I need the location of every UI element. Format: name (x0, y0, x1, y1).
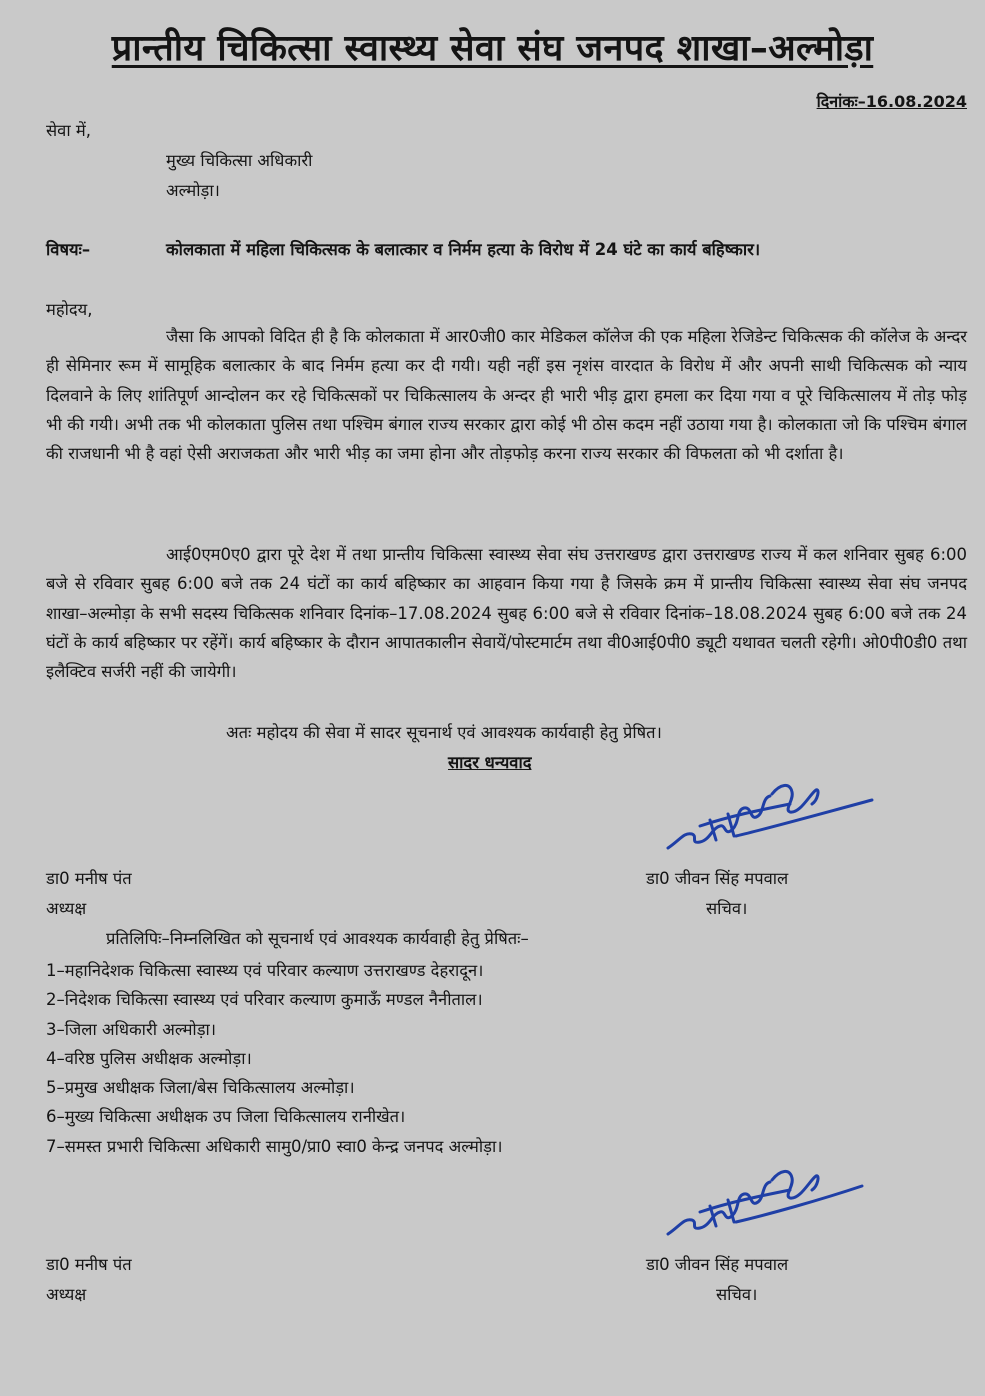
letter-date: दिनांकः–16.08.2024 (816, 92, 967, 111)
right-sign-title: सचिव। (706, 899, 748, 918)
recipient-line2: अल्मोड़ा। (166, 181, 220, 200)
left-sign-title-2: अध्यक्ष (46, 1285, 87, 1304)
signature-1 (640, 770, 880, 870)
signature-2 (640, 1156, 880, 1256)
to-label: सेवा में, (46, 121, 91, 140)
cc-list (46, 956, 502, 1161)
org-title: प्रान्तीय चिकित्सा स्वास्थ्य सेवा संघ जनपद शाखा–अल्मोड़ा (111, 28, 874, 69)
para1-text: जैसा कि आपको विदित ही है कि कोलकाता में आर0जी0 कार मेडिकल कॉलेज की एक महिला रेजिडेन्ट चिकित्सक की कॉलेज के अन्दर ही सेमिनार रूम में सामूहिक बलात्कार के बाद निर्मम हत्या कर दी गयी। यही नहीं इस नृशंस वारदात के विरोध में और अपनी साथी चिकित्सक को न्याय दिलवाने के लिए शांतिपूर्ण आन्दोलन कर रहे चिकित्सकों पर चिकित्सालय के अन्दर ही भारी भीड़ द्वारा हमला कर दिया गया व पूरे चिकित्सालय में तोड़ फोड़ भी की गयी। अभी तक भी कोलकाता पुलिस तथा पश्चिम बंगाल राज्य सरकार द्वारा कोई भी ठोस कदम नहीं उठाया गया है। कोलकाता जो कि पश्चिम बंगाल की राजधानी भी है वहां ऐसी अराजकता और भारी भीड़ का जमा होना और तोड़फोड़ करना राज्य सरकार की विफलता को भी दर्शाता है। (46, 327, 967, 464)
salutation: महोदय, (46, 300, 93, 319)
para2-text: आई0एम0ए0 द्वारा पूरे देश में तथा प्रान्तीय चिकित्सा स्वास्थ्य सेवा संघ उत्तराखण्ड द्वारा उत्तराखण्ड राज्य में कल शनिवार सुबह 6:00 बजे से रविवार सुबह 6:00 बजे तक 24 घंटों का कार्य बहिष्कार का आहवान किया गया है जिसके क्रम में प्रान्तीय चिकित्सा स्वास्थ्य सेवा संघ जनपद शाखा–अल्मोड़ा के सभी सदस्य चिकित्सक शनिवार दिनांक–17.08.2024 सुबह 6:00 बजे से रविवार दिनांक–18.08.2024 सुबह 6:00 बजे तक 24 घंटों के कार्य बहिष्कार पर रहेंगें। कार्य बहिष्कार के दौरान आपातकालीन सेवायें/पोस्टमार्टम तथा वी0आई0पी0 ड्यूटी यथावत चलती रहेगी। ओ0पी0डी0 तथा इलैक्टिव सर्जरी नहीं की जायेगी। (46, 545, 967, 682)
right-sign-title-2: सचिव। (716, 1285, 758, 1304)
thanks-text: सादर धन्यवाद (448, 753, 532, 772)
left-sign-name: डा0 मनीष पंत (46, 869, 132, 888)
cc-item: 7–समस्त प्रभारी चिकित्सा अधिकारी सामु0/प्रा0 स्वा0 केन्द्र जनपद अल्मोड़ा। (46, 1136, 503, 1156)
cc-item: 5–प्रमुख अधीक्षक जिला/बेस चिकित्सालय अल्मोड़ा। (46, 1078, 355, 1098)
cc-item: 6–मुख्य चिकित्सा अधीक्षक उप जिला चिकित्सालय रानीखेत। (46, 1107, 406, 1127)
subject-label: विषयः– (46, 240, 91, 259)
left-sign-name-2: डा0 मनीष पंत (46, 1255, 132, 1274)
subject-text: कोलकाता में महिला चिकित्सक के बलात्कार व निर्मम हत्या के विरोध में 24 घंटे का कार्य बहिष्कार। (166, 240, 761, 259)
right-sign-name: डा0 जीवन सिंह मपवाल (646, 869, 789, 888)
cc-item: 4–वरिष्ठ पुलिस अधीक्षक अल्मोड़ा। (46, 1048, 252, 1068)
right-sign-name-2: डा0 जीवन सिंह मपवाल (646, 1255, 789, 1274)
body-paragraph-3: अतः महोदय की सेवा में सादर सूचनार्थ एवं आवश्यक कार्यवाही हेतु प्रेषित। (226, 723, 662, 742)
body-paragraph-1 (46, 322, 967, 468)
cc-intro: प्रतिलिपिः–निम्नलिखित को सूचनार्थ एवं आवश्यक कार्यवाही हेतु प्रेषितः– (106, 929, 529, 948)
left-sign-title: अध्यक्ष (46, 899, 87, 918)
recipient-line1: मुख्य चिकित्सा अधिकारी (166, 151, 313, 170)
body-paragraph-2 (46, 540, 967, 686)
cc-item: 3–जिला अधिकारी अल्मोड़ा। (46, 1019, 217, 1039)
cc-item: 1–महानिदेशक चिकित्सा स्वास्थ्य एवं परिवार कल्याण उत्तराखण्ड देहरादून। (46, 961, 484, 980)
cc-item: 2–निदेशक चिकित्सा स्वास्थ्य एवं परिवार कल्याण कुमाऊँ मण्डल नैनीताल। (46, 990, 483, 1010)
